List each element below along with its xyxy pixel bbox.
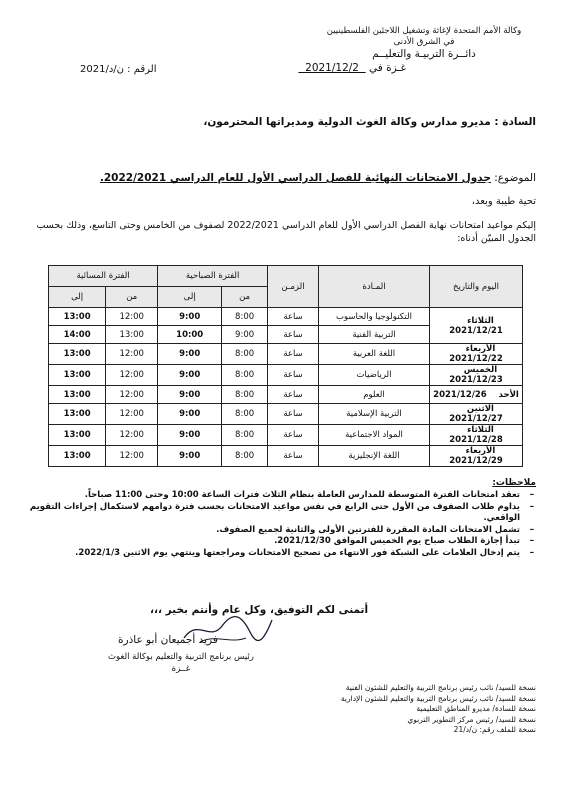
row-morning-to: 10:00 — [158, 326, 222, 344]
row-subject: التكنولوجيا والحاسوب — [319, 308, 430, 326]
row-subject: العلوم — [319, 386, 430, 404]
department-name: دائــرة التربيـة والتعليــم — [372, 48, 476, 60]
note-item: – تعقد امتحانات الفترة المتوسطة للمدارس العاملة بنظام الثلاث فترات الساعة 10:00 وحتى 11:00 صباحاً. — [20, 490, 520, 502]
row-evening-to: 13:00 — [49, 425, 106, 446]
city-date-prefix: غـزة في — [369, 62, 406, 74]
row-evening-from: 12:00 — [106, 365, 158, 386]
day-date-cell — [430, 308, 523, 344]
row-morning-from: 8:00 — [222, 425, 268, 446]
header-morning-from: من — [222, 287, 268, 308]
row-day: الثلاثاء — [467, 425, 494, 435]
row-evening-from: 12:00 — [106, 425, 158, 446]
row-evening-to: 13:00 — [49, 386, 106, 404]
city-date — [298, 62, 406, 74]
row-evening-to: 13:00 — [49, 446, 106, 467]
header-evening-from: من — [106, 287, 158, 308]
table-row — [49, 425, 523, 446]
row-subject: اللغة العربية — [319, 344, 430, 365]
row-day: الأحد — [498, 389, 519, 400]
row-duration: ساعة — [268, 308, 319, 326]
copy-item: نسخة للسيد/ نائب رئيس برنامج التربية والتعليم للشئون الفنية — [345, 683, 536, 692]
exam-schedule-table — [48, 265, 523, 467]
row-evening-from: 12:00 — [106, 344, 158, 365]
row-duration: ساعة — [268, 386, 319, 404]
agency-line-2: في الشرق الأدنى — [393, 37, 455, 47]
closing-line: أتمنى لكم التوفيق، وكل عام وأنتم بخير ،،، — [150, 604, 369, 616]
row-morning-to: 9:00 — [158, 344, 222, 365]
row-duration: ساعة — [268, 365, 319, 386]
row-morning-from: 8:00 — [222, 344, 268, 365]
header-evening-to: إلى — [49, 287, 106, 308]
day-date-cell — [430, 446, 523, 467]
row-duration: ساعة — [268, 446, 319, 467]
row-morning-to: 9:00 — [158, 386, 222, 404]
row-morning-to: 9:00 — [158, 446, 222, 467]
table-row — [49, 365, 523, 386]
copies-list — [236, 683, 536, 736]
row-evening-from: 12:00 — [106, 404, 158, 425]
row-day: الخميس — [463, 365, 498, 375]
day-date-cell — [430, 404, 523, 425]
row-morning-to: 9:00 — [158, 425, 222, 446]
copy-item: نسخة للسادة/ مديرو المناطق التعليمية — [416, 704, 536, 713]
row-morning-from: 8:00 — [222, 404, 268, 425]
header-day-date: اليوم والتاريخ — [430, 266, 523, 308]
row-date: 2021/12/26 — [433, 389, 487, 400]
copy-item: نسخة للملف رقم: ن/د/21 — [453, 725, 536, 734]
row-duration: ساعة — [268, 404, 319, 425]
header-morning-to: إلى — [158, 287, 222, 308]
row-duration: ساعة — [268, 326, 319, 344]
day-date-cell — [430, 425, 523, 446]
row-date: 2021/12/22 — [449, 354, 503, 364]
table-row — [49, 446, 523, 467]
row-morning-to: 9:00 — [158, 365, 222, 386]
row-duration: ساعة — [268, 344, 319, 365]
row-subject: اللغة الإنجليزية — [319, 446, 430, 467]
row-subject: المواد الاجتماعية — [319, 425, 430, 446]
row-morning-from: 8:00 — [222, 386, 268, 404]
signatory-role-line-1: رئيس برنامج التربية والتعليم بوكالة الغوث — [108, 652, 254, 662]
row-duration: ساعة — [268, 425, 319, 446]
header-morning: الفترة الصباحية — [158, 266, 268, 287]
signatory-role — [108, 651, 254, 675]
row-evening-to: 13:00 — [49, 308, 106, 326]
row-morning-from: 9:00 — [222, 326, 268, 344]
row-subject: الرياضيات — [319, 365, 430, 386]
header-evening: الفترة المسائية — [49, 266, 158, 287]
letter-date: 2021/12/2 — [305, 62, 359, 74]
row-evening-to: 14:00 — [49, 326, 106, 344]
table-row — [49, 404, 523, 425]
table-row — [49, 308, 523, 326]
row-morning-from: 8:00 — [222, 365, 268, 386]
note-item: – يتم إدخال العلامات على الشبكة فور الانتهاء من تصحيح الامتحانات ومراجعتها وينتهي يوم الاثنين 2022/1/3. — [20, 548, 520, 560]
row-evening-from: 13:00 — [106, 326, 158, 344]
row-evening-to: 13:00 — [49, 365, 106, 386]
row-day: الأربعاء — [465, 344, 496, 354]
subject-text: جدول الامتحانات النهائية للفصل الدراسي الأول للعام الدراسي 2022/2021. — [99, 172, 491, 184]
row-date: 2021/12/23 — [449, 375, 503, 385]
copy-item: نسخة للسيد/ رئيس مركز التطوير التربوي — [407, 714, 536, 724]
row-morning-to: 9:00 — [158, 404, 222, 425]
table-row — [49, 344, 523, 365]
row-date: 2021/12/21 — [449, 325, 503, 336]
signatory-name: فريد أجميعان أبو عاذرة — [118, 634, 218, 646]
header-duration: الزمـن — [268, 266, 319, 308]
row-date: 2021/12/28 — [449, 435, 503, 445]
row-day: الاثنين — [466, 404, 494, 414]
row-evening-from: 12:00 — [106, 308, 158, 326]
day-date-cell — [430, 344, 523, 365]
intro-paragraph: إليكم مواعيد امتحانات نهاية الفصل الدراسي الأول للعام الدراسي 2022/2021 لصفوف من الخامس وحتى التاسع، وذلك بحسب الجدول المبيّن أدناه: — [36, 220, 536, 244]
row-subject: التربية الفنية — [319, 326, 430, 344]
note-item: – تشمل الامتحانات المادة المقررة للفترتين الأولى والثانية لجميع الصفوف. — [20, 525, 520, 537]
notes-list — [20, 490, 536, 559]
day-date-cell — [430, 386, 523, 404]
agency-line-1: وكالة الأمم المتحدة لإغاثة وتشغيل اللاجئين الفلسطينيين — [326, 26, 522, 36]
row-date: 2021/12/27 — [449, 414, 503, 424]
row-morning-from: 8:00 — [222, 446, 268, 467]
signatory-role-line-2: غــزة — [171, 664, 191, 674]
subject-line — [100, 172, 536, 184]
day-date-cell — [430, 365, 523, 386]
header-subject: المـادة — [319, 266, 430, 308]
row-evening-from: 12:00 — [106, 446, 158, 467]
row-subject: التربية الإسلامية — [319, 404, 430, 425]
addressee: السادة : مديرو مدارس وكالة الغوث الدولية ومديراتها المحترمون، — [203, 116, 536, 128]
table-row — [49, 386, 523, 404]
row-day: الثلاثاء — [467, 315, 494, 326]
row-evening-from: 12:00 — [106, 386, 158, 404]
note-item: – يداوم طلاب الصفوف من الأول حتى الرابع في نفس مواعيد الامتحانات بحسب فترة دوامهم لاستكمال إجراءات التقويم الواقعي. — [20, 502, 520, 525]
row-day: الأربعاء — [465, 446, 496, 456]
note-item: – تبدأ إجازة الطلاب صباح يوم الخميس الموافق 2021/12/30. — [20, 536, 520, 548]
copy-item: نسخة للسيد/ نائب رئيس برنامج التربية والتعليم للشئون الإدارية — [340, 693, 536, 703]
notes-title: ملاحظات: — [492, 478, 536, 488]
reference-number: الرقم : ن/د/2021 — [80, 64, 157, 75]
row-morning-to: 9:00 — [158, 308, 222, 326]
subject-label: الموضوع: — [494, 172, 536, 184]
row-morning-from: 8:00 — [222, 308, 268, 326]
row-date: 2021/12/29 — [449, 456, 503, 466]
row-evening-to: 13:00 — [49, 404, 106, 425]
row-evening-to: 13:00 — [49, 344, 106, 365]
greeting: تحية طيبة وبعد، — [471, 196, 536, 207]
agency-header — [314, 26, 534, 61]
